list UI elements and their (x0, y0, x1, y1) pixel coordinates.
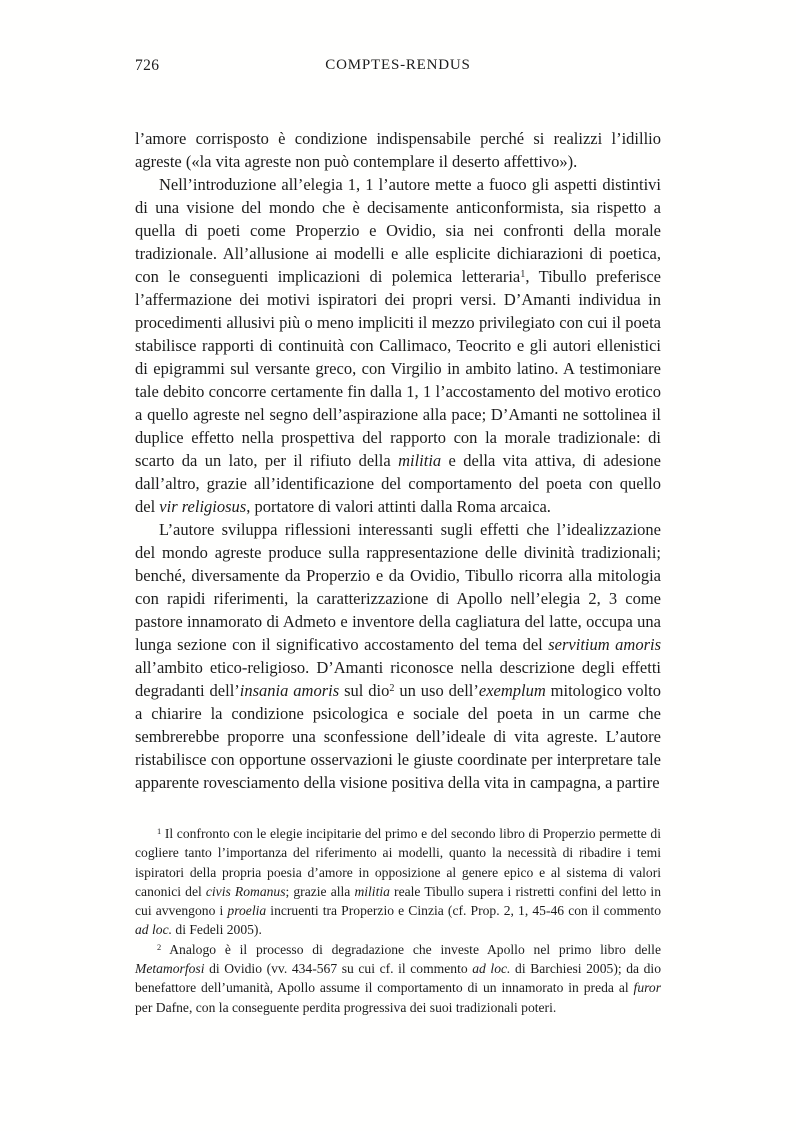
footnote-marker: 2 (157, 942, 162, 952)
text-run: Il confronto con le elegie incipitarie del primo e del secondo libro di Properzio permette di cogliere tanto l’importanza del riferimento ai modelli, quanto la necessità di ribadire i temi ispiratori della propria poesia d’amore in opposizione al genere epico e al sistema di valori canonici del (135, 826, 661, 899)
footnote-marker: 2 (389, 683, 395, 695)
text-run: , Tibullo preferisce l’affermazione dei motivi ispiratori dei propri versi. D’Amanti individua in procedimenti allusivi più o meno impliciti il mezzo privilegiato con cui il poeta stabilisce rapporti di continuità con Callimaco, Teocrito e gli autori ellenistici di epigrammi sul versante greco, con Virgilio in ambito latino. A testimoniare tale debito concorre certamente fin dalla 1, 1 l’accostamento del motivo erotico a quello agreste nel segno dell’aspirazione alla pace; D’Amanti ne sottolinea il duplice effetto nella prospettiva del rapporto con la morale tradizionale: di scarto da un lato, per il rifiuto della (135, 267, 661, 470)
italic-term: vir religiosus (159, 497, 247, 516)
text-run: per Dafne, con la conseguente perdita progressiva dei suoi tradizionali poteri. (135, 999, 557, 1015)
text-run: reale Tibullo supera i ristretti confini del letto in cui avvengono i (135, 883, 661, 919)
text-run: incruenti tra Properzio e Cinzia (cf. Prop. 2, 1, 45-46 con il commento (266, 903, 661, 919)
italic-term: ad loc. (135, 922, 172, 938)
italic-term: servitium amoris (548, 635, 661, 654)
italic-term: ad loc. (472, 961, 511, 977)
italic-term: insania amoris (239, 681, 340, 700)
text-run: di Fedeli 2005). (172, 922, 262, 938)
text-run: ; grazie alla (285, 883, 355, 899)
text-run: mitologico volto a chiarire la condizione psicologica e sociale del poeta in un carme che sembrerebbe proporre una sconfessione dell’ideale di vita agreste. L’autore ristabilisce con opportune osservazioni le giuste coordinate per interpretare tale apparente rovesciamento della visione positiva della vita in campagna, a partire (135, 681, 662, 792)
footnote (135, 940, 661, 1017)
paragraph (135, 127, 661, 173)
italic-term: militia (354, 883, 390, 899)
italic-term: militia (398, 451, 442, 470)
italic-term: civis Romanus (205, 883, 286, 899)
text-run: e della vita attiva, di adesione dall’altro, grazie all’identificazione del comportamento del poeta con quello del (135, 451, 661, 516)
italic-term: furor (633, 980, 661, 996)
text-run: Analogo è il processo di degradazione che investe Apollo nel primo libro delle (161, 941, 661, 957)
text-run: , portatore di valori attinti dalla Roma arcaica. (246, 497, 551, 516)
footnote-marker: 1 (157, 826, 162, 837)
page-header (135, 57, 661, 77)
text-run: all’ambito etico-religioso. D’Amanti riconosce nella descrizione degli effetti degradanti dell’ (135, 658, 661, 700)
footnote (135, 824, 661, 940)
paragraph (135, 173, 661, 518)
text-run: sul dio (339, 681, 390, 700)
italic-term: exemplum (478, 681, 546, 700)
page-number: 726 (135, 57, 160, 74)
text-run: di Barchiesi 2005); da dio benefattore dell’umanità, Apollo assume il comportamento di un innamorato in preda al (135, 961, 662, 996)
text-run: Nell’introduzione all’elegia 1, 1 l’autore mette a fuoco gli aspetti distintivi di una visione del mondo che è decisamente anticonformista, sia rispetto a quella di poeti come Properzio e Ovidio, sia nei confronti della morale tradizionale. All’allusione ai modelli e alle esplicite dichiarazioni di poetica, con le conseguenti implicazioni di polemica letteraria (135, 175, 661, 286)
text-run: un uso dell’ (394, 681, 479, 700)
footnotes-section (135, 824, 661, 1017)
italic-term: Metamorfosi (135, 961, 205, 977)
italic-term: proelia (227, 903, 267, 919)
text-run: L’autore sviluppa riflessioni interessanti sugli effetti che l’idealizzazione del mondo agreste produce sulla rappresentazione delle divinità tradizionali; benché, diversamente da Properzio e da Ovidio, Tibullo ricorra alla mitologia con rapidi riferimenti, la caratterizzazione di Apollo nell’elegia 2, 3 come pastore innamorato di Admeto e inventore della cagliatura del latte, occupa una lunga sezione con il significativo accostamento del tema del (135, 520, 661, 654)
running-head: COMPTES-RENDUS (325, 57, 471, 73)
paragraph (135, 518, 661, 794)
footnote-marker: 1 (520, 269, 526, 281)
text-run: di Ovidio (vv. 434-567 su cui cf. il commento (204, 961, 473, 977)
body-text (135, 127, 661, 794)
text-run: l’amore corrisposto è condizione indispensabile perché si realizzi l’idillio agreste («la vita agreste non può contemplare il deserto affettivo»). (135, 129, 661, 171)
